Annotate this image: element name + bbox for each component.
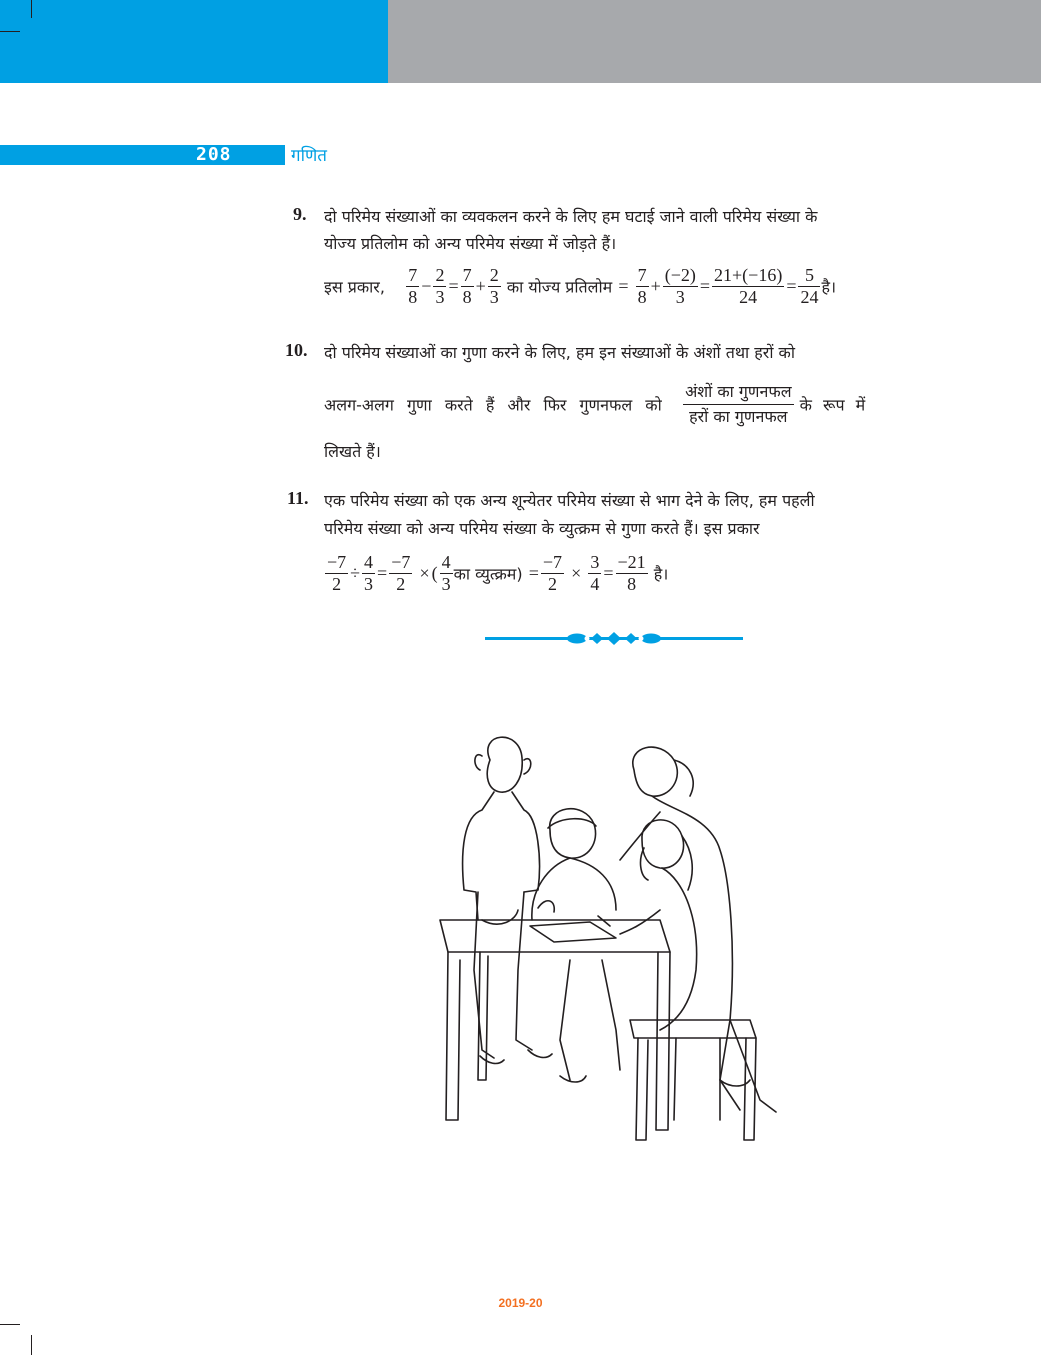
numerator: −21	[617, 552, 646, 572]
stool	[630, 1020, 756, 1140]
numerator: अंशों का गुणनफल	[683, 380, 794, 405]
denominator: 3	[441, 574, 451, 594]
crop-mark	[0, 1324, 20, 1325]
fraction	[541, 552, 564, 595]
numerator: 2	[435, 265, 445, 285]
fraction	[488, 265, 501, 308]
item-text-line: दो परिमेय संख्याओं का व्यवकलन करने के लिए हम घटाई जाने वाली परिमेय संख्या के	[324, 207, 818, 226]
crop-mark	[0, 31, 20, 32]
denominator: 8	[637, 287, 647, 307]
standing-girl-left	[463, 737, 540, 1058]
denominator: 4	[590, 574, 600, 594]
item-text-line: लिखते हैं।	[324, 442, 381, 461]
numerator: 5	[798, 265, 820, 287]
numerator: 4	[364, 552, 374, 572]
fraction	[389, 552, 412, 595]
header-blue-band	[0, 0, 388, 83]
denominator: 3	[489, 287, 499, 307]
numerator: 7	[637, 265, 647, 285]
line-prefix: अलग-अलग गुणा करते हैं और फिर गुणनफल को	[324, 395, 662, 415]
item-number: 9.	[293, 204, 307, 224]
crop-mark	[31, 0, 32, 18]
fraction	[798, 265, 820, 308]
denominator: 2	[332, 574, 342, 594]
denominator: 24	[800, 287, 819, 307]
fraction	[406, 265, 419, 308]
example-suffix: है।	[821, 277, 837, 297]
footer-year: 2019-20	[498, 1296, 543, 1310]
denominator: 2	[396, 574, 406, 594]
seated-girl	[620, 820, 697, 1030]
numerator: 21+(−16)	[714, 265, 783, 285]
numerator: −7	[327, 552, 347, 572]
fraction	[712, 265, 784, 308]
item-text-line: परिमेय संख्या को अन्य परिमेय संख्या के व्युत्क्रम से गुणा करते हैं। इस प्रकार	[324, 519, 760, 538]
fraction	[683, 380, 794, 429]
fraction	[433, 265, 446, 308]
fraction	[636, 265, 649, 308]
numerator: −7	[391, 552, 411, 572]
fraction	[588, 552, 601, 595]
item-text-line: एक परिमेय संख्या को एक अन्य शून्येतर परिमेय संख्या से भाग देने के लिए, हम पहली	[324, 491, 815, 510]
math-example: $\frac{-7}{2}$ ÷ $\frac{4}{3}$ = $\frac{-7}{2}$ × ( $\frac{4}{3}$ का व्युत्क्रम) = $\frac{-7}{2}$ × $\frac{3}{4}$ = $\frac{-21}{8}$ है।	[327, 552, 669, 594]
denominator: 3	[675, 287, 685, 307]
item-number: 10.	[285, 340, 308, 360]
numerator: (−2)	[664, 265, 696, 285]
denominator: 8	[462, 287, 472, 307]
item-text-line	[324, 380, 865, 429]
fraction	[362, 552, 375, 595]
example-suffix: है।	[653, 564, 669, 584]
numerator: 3	[590, 552, 600, 572]
numerator: 7	[408, 265, 418, 285]
fraction	[440, 552, 453, 595]
line-suffix: के रूप में	[799, 395, 866, 415]
numerator: −7	[542, 552, 563, 572]
ornament-divider	[485, 630, 743, 646]
fraction	[663, 265, 698, 308]
example-mid: का योज्य प्रतिलोम	[506, 277, 613, 297]
reciprocal-word: का व्युत्क्रम)	[453, 564, 523, 584]
denominator: 24	[739, 287, 758, 307]
item-number: 11.	[287, 488, 309, 508]
seated-boy	[532, 809, 620, 1080]
math-example: इस प्रकार, $\frac{7}{8}$ − $\frac{2}{3}$ = $\frac{7}{8}$ + $\frac{2}{3}$ का योज्य प्रतिलोम = $\frac{7}{8}$ + $\frac{(-2)}{3}$ = $\frac{21+(-16)}{24}$ = $\frac{5}{24}$ है।	[324, 265, 837, 307]
fraction	[325, 552, 348, 595]
fraction	[461, 265, 474, 308]
numerator: 4	[441, 552, 451, 572]
header-gray-band	[388, 0, 1041, 83]
running-header-bar	[0, 145, 285, 165]
numerator: 2	[489, 265, 499, 285]
crop-mark	[31, 1335, 32, 1355]
denominator: 8	[408, 287, 418, 307]
fraction	[616, 552, 648, 595]
denominator: 3	[435, 287, 445, 307]
denominator: हरों का गुणनफल	[689, 407, 788, 426]
table	[440, 920, 670, 1130]
denominator: 8	[627, 574, 637, 594]
item-text-line: दो परिमेय संख्याओं का गुणा करने के लिए, हम इन संख्याओं के अंशों तथा हरों को	[324, 343, 795, 362]
subject-title: गणित	[291, 146, 327, 166]
item-text-line: योज्य प्रतिलोम को अन्य परिमेय संख्या में जोड़ते हैं।	[324, 234, 617, 253]
example-prefix: इस प्रकार,	[324, 277, 385, 297]
children-studying-illustration	[420, 720, 800, 1180]
page-number: 208	[196, 144, 232, 165]
standing-girl-right	[620, 747, 776, 1112]
denominator: 2	[547, 574, 557, 594]
denominator: 3	[364, 574, 374, 594]
numerator: 7	[462, 265, 472, 285]
